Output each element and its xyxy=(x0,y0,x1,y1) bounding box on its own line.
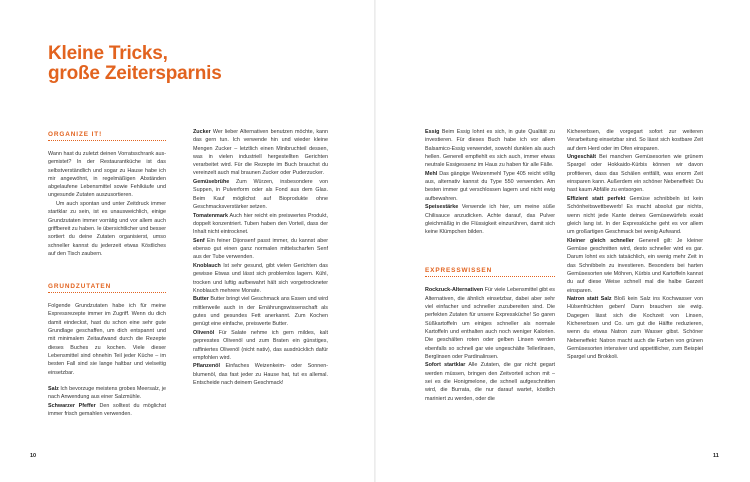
term: Speisestärke xyxy=(425,204,459,211)
glossary-entry xyxy=(425,128,555,169)
page-number-left: 10 xyxy=(30,453,37,459)
term: Essig xyxy=(425,129,440,135)
glossary-entry xyxy=(193,237,328,262)
term: Butter xyxy=(193,296,209,303)
paragraph: Folgende Grundzutaten habe ich für meine Expressrezepte immer im Zugriff. Wenn du dich damit eindeckst, hast du schon eine sehr gute Grundlage geschaffen, um dich entspannt und mit minimalem Zeitaufwand durch die Rezepte dieses Buches zu kochen. Viele dieser Lebensmittel sind ohnehin Teil jeder Küche – im besten Fall sind sie lange haltbar und vielseitig einsetzbar. xyxy=(48,303,166,376)
term: Knoblauch xyxy=(193,262,221,269)
paragraph: Um auch spontan und unter Zeitdruck immer startklar zu sein, ist es unausweichlich, einige Grundzutaten immer vorrätig und vor allem auch griffbereit zu haben. Ie übersichtlicher und besser sortiert du deine Zutaten organisierst, umso schneller kannst du jederzeit etwas Köstliches auf den Tisch zaubern. xyxy=(48,201,166,257)
term: Pflanzenöl xyxy=(193,363,220,370)
column-1 xyxy=(48,130,166,418)
section-divider xyxy=(48,140,166,141)
glossary-entry xyxy=(425,170,555,203)
section-divider xyxy=(48,292,166,293)
term: Effizient statt perfekt xyxy=(567,195,626,202)
glossary-entry xyxy=(193,212,328,237)
term: Salz xyxy=(48,385,59,392)
definition: Ist sehr gesund, gibt vielen Gerichten das gewisse Etwas und lässt sich problemlos lagern. Kühl, trocken und luftig aufbewahrt hält sich vorgetrockneter Knoblauch mehrere Monate. xyxy=(193,262,328,294)
glossary-entry xyxy=(193,262,328,295)
definition: Den solltest du möglichst immer frisch gemahlen verwenden. xyxy=(48,402,166,418)
definition: Beim Essig lohnt es sich, in gute Qualität zu investieren. Für dieses Buch habe ich vor allem Balsamico-Essig verwendet, sowohl dunklen als auch hellen. Generell empfiehlt es sich auch, immer etwas neutrale Essigessenz im Haus zu haben für alle Fälle. xyxy=(425,129,556,169)
glossary-entry xyxy=(425,203,555,236)
glossary-entry xyxy=(425,361,555,402)
glossary-entry xyxy=(193,178,328,211)
definition: Ein feiner Dijonsenf passt immer, du kannst aber ebenso gut einen ganz normalen mittelscharfen Senf aus der Tube verwenden. xyxy=(193,237,328,261)
page-number-right: 11 xyxy=(713,453,719,459)
term: Natron statt Salz xyxy=(567,296,612,303)
section-heading-organize: ORGANIZE IT! xyxy=(48,131,103,138)
glossary-entry xyxy=(193,128,328,178)
section-heading-expresswissen: EXPRESSWISSEN xyxy=(425,267,493,275)
definition: Auch hier reicht ein preiswertes Produkt, doppelt konzentriert. Tuben haben den Vorteil, dass der Inhalt nicht eintrocknet. xyxy=(193,212,328,236)
book-gutter xyxy=(374,0,376,482)
glossary-entry xyxy=(193,295,328,328)
definition: Ich bevorzuge meistens grobes Meersalz, je nach Anwendung aus einer Salzmühle. xyxy=(48,385,167,401)
definition: Bei manchen Gemüsesorten wie grünem Spargel oder Hokkaido-Kürbis können wir davon profitieren, dass das Schälen entfällt, was enorm Zeit einsparen kann. Außerdem ein schöner Nebeneffekt: Du hast kaum Abfälle zu entsorgen. xyxy=(567,154,704,194)
term: Senf xyxy=(193,237,205,244)
column-4 xyxy=(567,128,703,362)
definition: Das gängige Weizenmehl Type 405 reicht völlig aus, alternativ kannst du Type 550 verwenden. Am besten immer gut verschlossen lagern und nicht ewig aufbewahren. xyxy=(425,170,555,202)
glossary-entry xyxy=(425,286,555,361)
title-line-1: Kleine Tricks, xyxy=(48,43,168,64)
glossary-entry xyxy=(567,237,703,295)
definition: Generell gilt: Je kleiner Gemüse geschnitten wird, desto schneller wird es gar. Darum lohnt es sich tatsächlich, ein wenig mehr Zeit in das Schnibbeln zu investieren. Besonders bei harten Gemüsesorten wie Möhren, Kürbis und Kartoffeln kannst du auf diese Weise schnell mal die halbe Garzeit einsparen. xyxy=(567,237,703,294)
definition: Butter bringt viel Geschmack ans Essen und wird mittlerweile auch in der Ernährungswissenschaft als gutes und gesundes Fett anerkannt. Zum Kochen genügt eine einfache, preiswerte Butter. xyxy=(193,296,329,328)
column-3 xyxy=(425,128,555,403)
paragraph: Kichererbsen, die vorgegart sofort zur weiteren Verarbeitung einsetzbar sind. So lässt sich kostbare Zeit auf dem Herd oder im Ofen einsparen. xyxy=(567,129,703,152)
term: Sofort startklar xyxy=(425,362,466,369)
definition: Für Salate nehme ich gern mildes, kalt gepresstes Olivenöl und zum Braten ein günstiges, raffiniertes Olivenöl (nicht nativ), das ausdrücklich dafür empfohlen wird. xyxy=(193,329,328,361)
term: Mehl xyxy=(425,170,438,177)
title-line-2: große Zeitersparnis xyxy=(48,63,222,84)
definition: Verwende ich hier, um meine süße Chilisauce anzudicken. Achte darauf, das Pulver gleichmäßig in die Flüssigkeit einzurühren, damit sich keine Klümpchen bilden. xyxy=(425,204,556,236)
definition: Gemüse schnibbeln ist kein Schönheitswettbewerb! Es macht absolut gar nichts, wenn nicht jede Kante deines Gemüsewürfels exakt gleich lang ist. In der Expressküche geht es vor allem um großartigen Geschmack bei wenig Aufwand. xyxy=(567,195,703,236)
glossary-entry xyxy=(48,402,166,419)
glossary-entry xyxy=(193,362,328,387)
glossary-entry xyxy=(193,329,328,362)
term: Gemüsebrühe xyxy=(193,179,230,186)
column-2 xyxy=(193,128,328,387)
term: Zucker xyxy=(193,129,211,135)
term: Schwarzer Pfeffer xyxy=(48,402,96,409)
term: Ungeschält xyxy=(567,154,597,161)
paragraph: Wann hast du zuletzt deinen Vorratsschrank ausgemistet? In der Restaurantküche ist das selbstverständlich und sogar zu Hause habe ich mir angewöhnt, in regelmäßigen Abständen abgelaufene Lebensmittel sowie Fehlkäufe und ungesunde Zutaten auszusortieren. xyxy=(48,151,166,199)
definition: Einfaches Weizenkeim- oder Sonnenblumenöl, das fast jeder zu Hause hat, tut es allemal. Entscheide nach deinem Geschmack! xyxy=(193,363,328,386)
definition: Wer lieber Alternativen benutzen möchte, kann das gern tun. Ich verwende hin und wieder kleine Mengen Zucker – letztlich einen Minibruchteil dessen, was in vielen industriell hergestellten Gerichten verarbeitet wird. Für die Rezepte im Buch brauchst du vereinzelt auch mal braunen Zucker oder Puderzucker. xyxy=(193,129,329,177)
page-title xyxy=(48,44,308,84)
term: Rockzuck-Alternativen xyxy=(425,287,484,294)
definition: Alle Zutaten, die gar nicht gegart werden müssen, bringen den Zeitvorteil schon mit – sei es die Honigmelone, die schnell aufgeschnitten wird, die Burrata, die nur darauf wartet, köstlich mariniert zu werden, oder die xyxy=(425,362,555,402)
term: Kleiner gleich schneller xyxy=(567,237,634,244)
definition: Für viele Lebensmittel gibt es Alternativen, die ähnlich einsetzbar, dabei aber sehr viel einfacher und schneller zuzubereiten sind. Die perfekten Zutaten für unsere Expressküche! So garen Süßkartoffeln um einiges schneller als normale Kartoffeln und enthalten auch noch weniger Kalorien. Die geschälten roten oder gelben Linsen werden ebenfalls so schnell gar wie ungeschälte Tellerlinsen, Berglinsen oder Pardinalinsen. xyxy=(425,287,556,360)
glossary-entry xyxy=(567,153,703,194)
term: Tomatenmark xyxy=(193,212,228,219)
section-heading-grundzutaten: GRUNDZUTATEN xyxy=(48,283,112,291)
glossary-entry xyxy=(567,295,703,361)
section-divider xyxy=(425,276,555,277)
definition: Bloß kein Salz ins Kochwasser von Hülsenfrüchten geben! Dann brauchen sie ewig. Dagegen lässt sich die Kochzeit von Linsen, Kichererbsen und Co. um gut die Hälfte reduzieren, wenn du etwas Natron zum Wasser gibst. Schöner Nebeneffekt: Natron macht auch die Farben von grünen Gemüsesorten intensiver und appetitlicher, zum Beispiel Spargel und Brokkoli. xyxy=(567,296,703,361)
definition: Zum Würzen, insbesondere von Suppen, in Pulverform oder als Fond aus dem Glas. Beim Kauf möglichst auf Bioprodukte ohne Geschmacksverstärker setzen. xyxy=(193,179,329,210)
term: Olivenöl xyxy=(193,329,215,336)
glossary-entry xyxy=(48,385,166,402)
glossary-entry xyxy=(567,195,703,236)
